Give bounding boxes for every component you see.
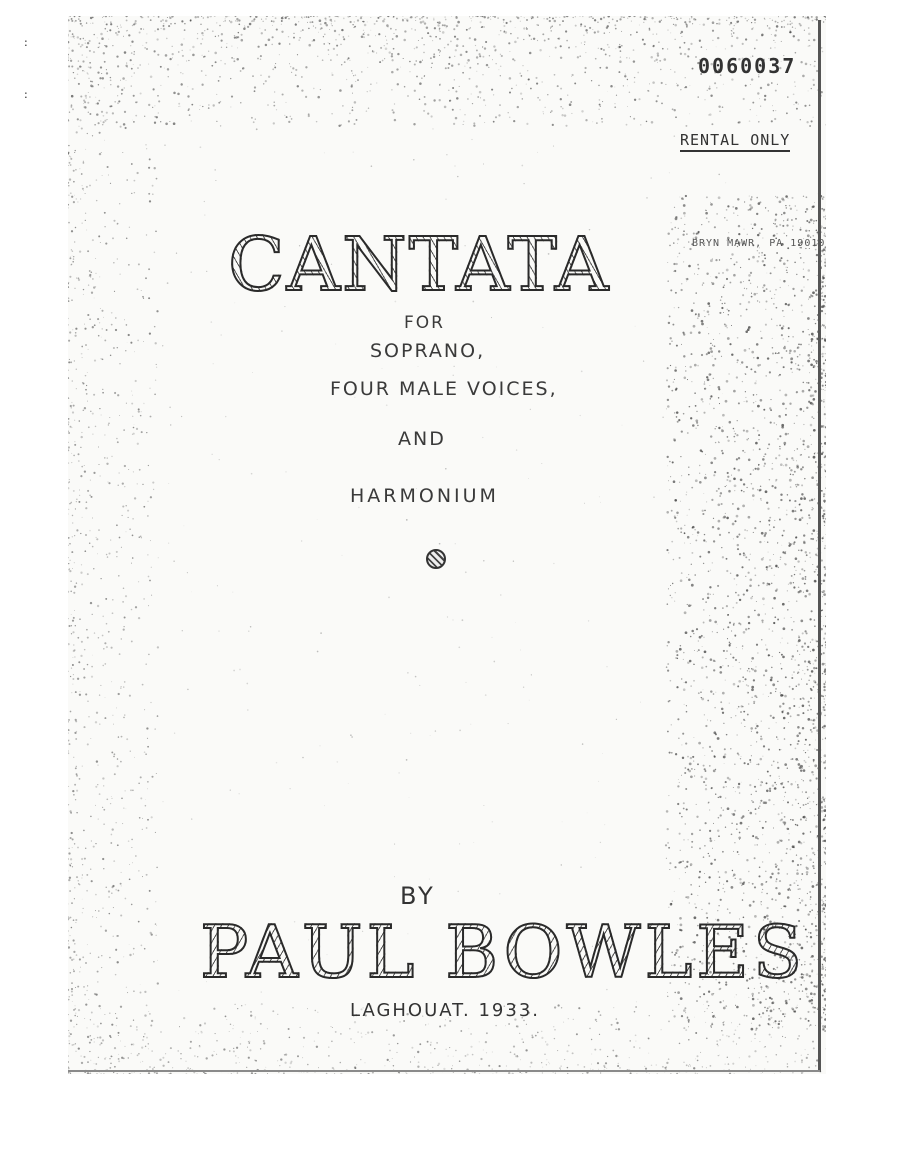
subtitle-harmonium: HARMONIUM: [350, 485, 499, 507]
catalog-number: 0060037: [698, 54, 797, 78]
composer-name: PAUL BOWLES: [200, 910, 807, 994]
margin-mark: :: [24, 36, 28, 49]
by-label: BY: [400, 882, 436, 910]
publisher-address: BRYN MAWR, PA 19010: [692, 238, 826, 249]
subtitle-for: FOR: [404, 313, 445, 333]
rental-only-stamp: RENTAL ONLY: [680, 131, 790, 152]
margin-mark: :: [24, 88, 28, 101]
page-bottom-edge: [68, 1070, 820, 1072]
subtitle-soprano: SOPRANO,: [370, 340, 486, 362]
place-and-date: LAGHOUAT. 1933.: [350, 1000, 541, 1021]
subtitle-and: AND: [398, 428, 446, 450]
dotted-circle-icon: [426, 549, 446, 569]
work-title: CANTATA: [228, 222, 611, 308]
page-right-edge: [818, 20, 821, 1072]
subtitle-male-voices: FOUR MALE VOICES,: [330, 378, 558, 400]
